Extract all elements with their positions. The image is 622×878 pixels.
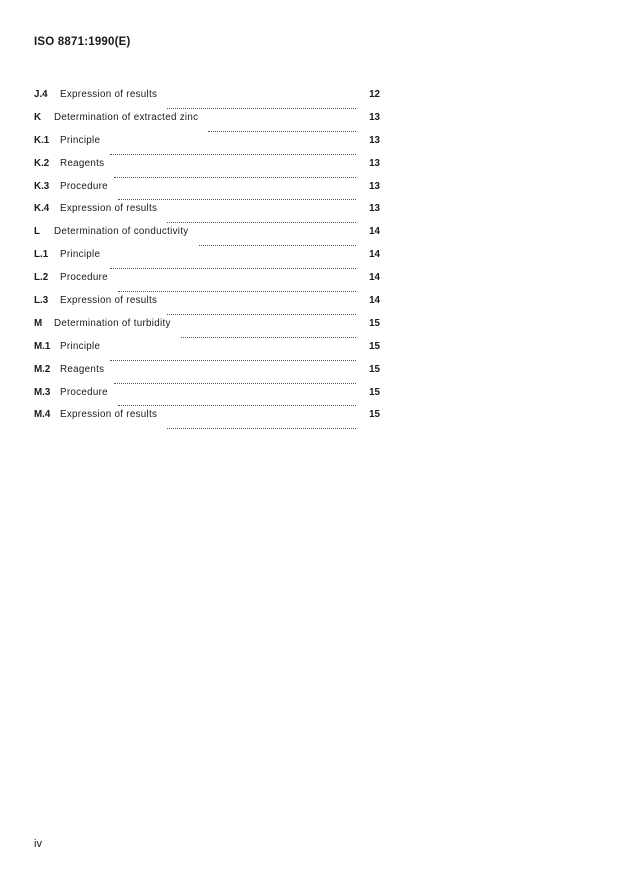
toc-entry	[34, 341, 380, 364]
toc-entry-number: K.1	[34, 134, 50, 146]
toc-dot-leader	[110, 268, 356, 269]
toc-entry-page: 14	[369, 226, 380, 238]
toc-entry	[34, 409, 380, 432]
toc-entry-number: M.2	[34, 363, 51, 375]
toc-entry-title: Procedure	[60, 272, 108, 284]
toc-entry-page: 12	[369, 89, 380, 100]
toc-dot-leader	[114, 177, 356, 178]
toc-entry-page: 13	[369, 157, 380, 169]
toc-entry-page: 13	[369, 203, 380, 215]
toc-entry	[34, 135, 380, 158]
toc-entry	[34, 318, 380, 341]
toc-entry	[34, 89, 380, 112]
toc-entry-page: 13	[369, 111, 380, 123]
toc-entry	[34, 295, 380, 318]
toc-dot-leader	[110, 154, 356, 155]
toc-dot-leader	[181, 337, 356, 338]
toc-entry	[34, 226, 380, 249]
toc-entry-title: Expression of results	[60, 409, 158, 421]
toc-entry-page: 14	[369, 249, 380, 261]
toc-entry-number: L.1	[34, 249, 49, 261]
toc-dot-leader	[208, 131, 356, 132]
toc-entry-title: Expression of results	[60, 203, 158, 215]
toc-entry-title: Principle	[60, 340, 101, 352]
toc-entry-title: Principle	[60, 134, 101, 146]
toc-entry-title: Expression of results	[60, 89, 158, 100]
toc-entry-page: 14	[369, 272, 380, 284]
toc-dot-leader	[167, 222, 356, 223]
toc-entry	[34, 158, 380, 181]
toc-entry-title: Procedure	[60, 180, 108, 192]
toc-entry-page: 13	[369, 180, 380, 192]
toc-dot-leader	[118, 199, 356, 200]
toc-dot-leader	[199, 245, 357, 246]
toc-entry-number: K.4	[34, 203, 50, 215]
toc-dot-leader	[167, 108, 356, 109]
document-header: ISO 8871:1990(E)	[34, 36, 131, 48]
toc-entry-page: 15	[369, 317, 380, 329]
toc-entry-number: M	[34, 317, 43, 329]
toc-entry	[34, 249, 380, 272]
toc-entry	[34, 387, 380, 410]
toc-entry-number: K.2	[34, 157, 50, 169]
toc-dot-leader	[118, 291, 356, 292]
toc-entry-title: Reagents	[60, 363, 105, 375]
toc-entry-page: 14	[369, 295, 380, 307]
toc-entry-title: Principle	[60, 249, 101, 261]
toc-entry-number: K.3	[34, 180, 50, 192]
toc-entry-page: 15	[369, 363, 380, 375]
toc-entry-number: M.4	[34, 409, 51, 421]
toc-entry-page: 15	[369, 386, 380, 398]
toc-dot-leader	[110, 360, 356, 361]
toc-dot-leader	[167, 314, 356, 315]
toc-entry-title: Determination of conductivity	[54, 226, 189, 238]
toc-dot-leader	[114, 383, 356, 384]
toc-entry-title: Reagents	[60, 157, 105, 169]
toc-entry-number: M.1	[34, 340, 51, 352]
toc-entry-number: M.3	[34, 386, 51, 398]
toc-entry-page: 13	[369, 134, 380, 146]
page-number: iv	[34, 838, 42, 850]
toc-entry-number: L.2	[34, 272, 49, 284]
toc-entry	[34, 364, 380, 387]
toc-entry-page: 15	[369, 340, 380, 352]
toc-entry-number: J.4	[34, 89, 48, 100]
toc-entry-number: L.3	[34, 295, 49, 307]
toc-entry-number: L	[34, 226, 40, 238]
toc-entry-page: 15	[369, 409, 380, 421]
table-of-contents	[34, 89, 380, 432]
toc-entry	[34, 203, 380, 226]
toc-entry-number: K	[34, 111, 42, 123]
toc-entry-title: Expression of results	[60, 295, 158, 307]
toc-entry-title: Procedure	[60, 386, 108, 398]
toc-dot-leader	[167, 428, 356, 429]
toc-entry	[34, 181, 380, 204]
toc-entry	[34, 272, 380, 295]
toc-dot-leader	[118, 405, 356, 406]
toc-entry-title: Determination of turbidity	[54, 317, 171, 329]
toc-entry-title: Determination of extracted zinc	[54, 111, 199, 123]
toc-entry	[34, 112, 380, 135]
